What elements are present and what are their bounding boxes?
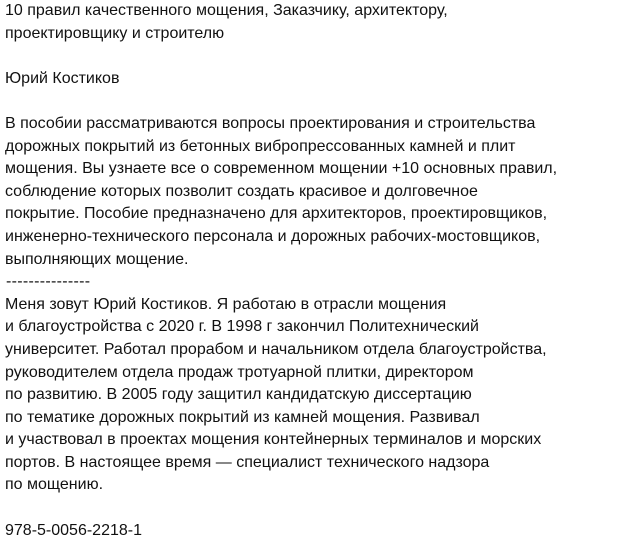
- document-body: [5, 0, 620, 542]
- book-description: [5, 113, 620, 271]
- bio-line: и участвовал в проектах мощения контейнерных терминалов и морских: [5, 431, 542, 449]
- separator-line: ---------------: [6, 273, 91, 291]
- spacer: [5, 45, 620, 68]
- book-title: [5, 0, 620, 45]
- bio-line: и благоустройства с 2020 г. В 1998 г закончил Политехнический: [5, 318, 479, 336]
- title-line: проектировщику и строителю: [5, 24, 225, 42]
- author-bio: [5, 294, 620, 497]
- description-line: дорожных покрытий из бетонных вибропрессованных камней и плит: [5, 137, 516, 155]
- description-line: В пособии рассматриваются вопросы проектирования и строительства: [5, 114, 536, 132]
- description-line: выполняющих мощение.: [5, 250, 189, 268]
- bio-line: университет. Работал прорабом и начальником отдела благоустройства,: [5, 340, 547, 358]
- isbn: 978-5-0056-2218-1: [5, 521, 142, 539]
- bio-line: портов. В настоящее время — специалист технического надзора: [5, 453, 490, 471]
- spacer: [5, 90, 620, 113]
- description-line: соблюдение которых позволит создать красивое и долговечное: [5, 182, 478, 200]
- bio-line: по развитию. В 2005 году защитил кандидатскую диссертацию: [5, 386, 472, 404]
- bio-line: по мощению.: [5, 476, 104, 494]
- title-line: 10 правил качественного мощения, Заказчику, архитектору,: [5, 2, 448, 19]
- bio-line: Меня зовут Юрий Костиков. Я работаю в отрасли мощения: [5, 295, 447, 313]
- description-line: покрытие. Пособие предназначено для архитекторов, проектировщиков,: [5, 205, 548, 223]
- spacer: [5, 497, 620, 520]
- description-line: инженерно-технического персонала и дорожных рабочих-мостовщиков,: [5, 227, 541, 245]
- bio-line: по тематике дорожных покрытий из камней мощения. Развивал: [5, 408, 480, 426]
- author-name: Юрий Костиков: [5, 69, 120, 87]
- description-line: мощения. Вы узнаете все о современном мощении +10 основных правил,: [5, 160, 558, 178]
- bio-line: руководителем отдела продаж тротуарной плитки, директором: [5, 363, 474, 381]
